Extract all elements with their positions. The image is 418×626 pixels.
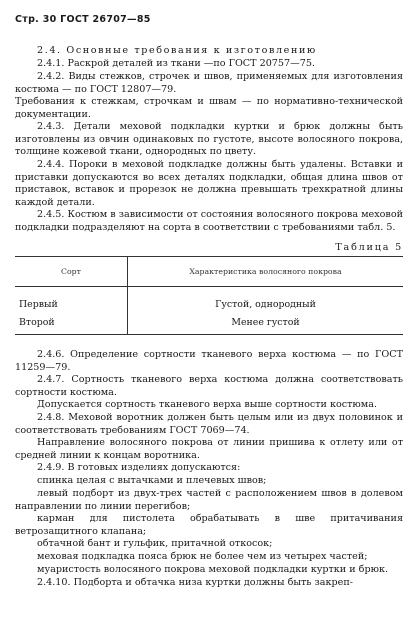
table-header-characteristic: Характеристика волосяного покрова <box>128 257 404 287</box>
paragraph-2-4-8: 2.4.8. Меховой воротник должен быть целым или из двух половинок и соответствовать требованиям ГОСТ 7069—74. <box>15 412 403 436</box>
list-item: меховая подкладка пояса брюк не более чем из четырех частей; <box>37 551 368 562</box>
paragraph-2-4-2: 2.4.2. Виды стежков, строчек и швов, применяемых для изготовления костюма — по ГОСТ 12807—79. <box>15 71 403 95</box>
table-cell-desc: Густой, однородный <box>215 299 316 310</box>
list-item: обтачной бант и гульфик, притачной откосок; <box>37 538 273 549</box>
table-caption: Таблица 5 <box>335 242 403 253</box>
table-cell-desc: Менее густой <box>128 317 404 335</box>
paragraph-2-4-7-note: Допускается сортность тканевого верха выше сортности костюма. <box>37 399 378 410</box>
table-header-row <box>15 257 403 287</box>
list-item: муаристость волосяного покрова меховой подкладки куртки и брюк. <box>37 564 388 575</box>
paragraph-2-4-3: 2.4.3. Детали меховой подкладки куртки и брюк должны быть изготовлены из овчин одинаковых по густоте, высоте волосяного покрова, толщине кожевой ткани, однородных по цвету. <box>15 121 403 158</box>
paragraph-2-4-1: 2.4.1. Раскрой деталей из ткани —по ГОСТ 20757—75. <box>37 58 315 69</box>
paragraph-2-4-10: 2.4.10. Подборта и обтачка низа куртки должны быть закреп- <box>37 577 353 588</box>
list-item: левый подборт из двух-трех частей с расположением швов в долевом направлении по линии перегибов; <box>15 488 403 512</box>
list-item: карман для пистолета обрабатывать в шве притачивания ветрозащитного клапана; <box>15 513 403 537</box>
paragraph-2-4-4: 2.4.4. Пороки в меховой подкладке должны быть удалены. Вставки и приставки допускаются во всех деталях подкладки, общая длина швов от приставок, вставок и прорезок не должна превышать трехкратной длины каждой детали. <box>15 159 403 208</box>
table-header-sort: Сорт <box>15 257 128 287</box>
paragraph-2-4-6: 2.4.6. Определение сортности тканевого верха костюма — по ГОСТ 11259—79. <box>15 349 403 373</box>
table-cell-sort: Второй <box>15 317 128 335</box>
paragraph-2-4-5: 2.4.5. Костюм в зависимости от состояния волосяного покрова меховой подкладки подразделяют на сорта в соответствии с требованиями табл. 5. <box>15 209 403 233</box>
paragraph-2-4-7: 2.4.7. Сортность тканевого верха костюма должна соответствовать сортности костюма. <box>15 374 403 398</box>
section-title: 2.4. Основные требования к изготовлению <box>37 45 317 56</box>
page-header: Стр. 30 ГОСТ 26707—85 <box>15 14 151 25</box>
table-row <box>15 317 403 335</box>
table-cell-sort: Первый <box>15 287 128 317</box>
paragraph-2-4-2-note: Требования к стежкам, строчкам и швам — по нормативно-технической документации. <box>15 96 403 120</box>
paragraph-2-4-8-note: Направление волосяного покрова от линии пришива к отлету или от средней линии к концам воротника. <box>15 437 403 461</box>
paragraph-2-4-9: 2.4.9. В готовых изделиях допускаются: <box>37 462 241 473</box>
table-row <box>15 287 403 317</box>
list-item: спинка целая с вытачками и плечевых швов; <box>37 475 267 486</box>
table-5 <box>15 256 403 335</box>
